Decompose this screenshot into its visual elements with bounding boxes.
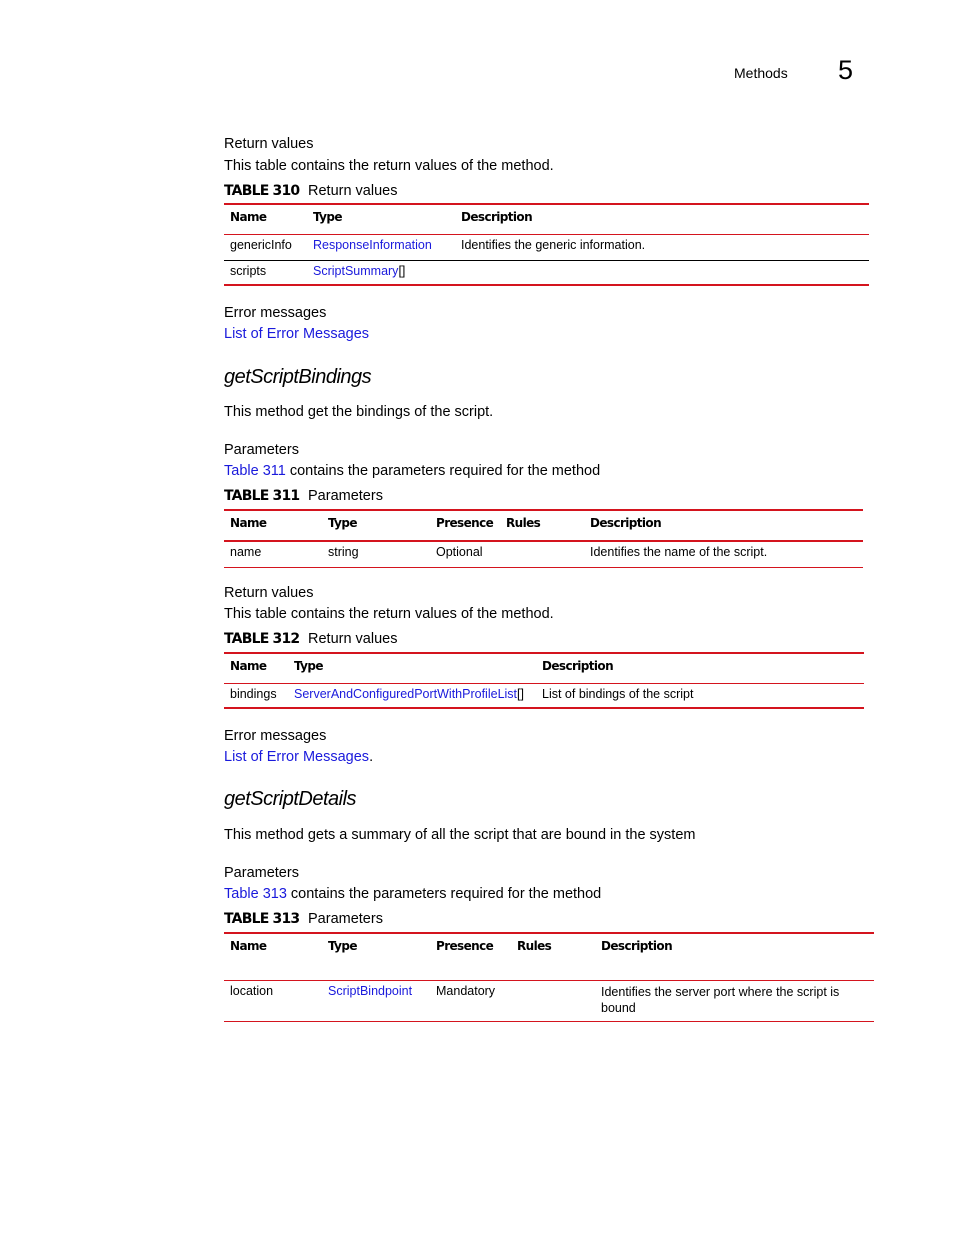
parameters-table-313	[224, 932, 874, 1022]
parameters-intro	[224, 463, 600, 479]
method-description: This method gets a summary of all the script that are bound in the system	[224, 827, 696, 843]
parameters-intro-text: contains the parameters required for the method	[286, 886, 602, 902]
running-header-section: Methods	[734, 65, 788, 81]
type-link[interactable]: ResponseInformation	[313, 237, 432, 252]
column-header: Type	[322, 510, 430, 541]
column-header: Presence	[430, 510, 500, 541]
return-values-heading: Return values	[224, 585, 314, 601]
error-messages-heading: Error messages	[224, 728, 327, 744]
table-title: Return values	[308, 183, 398, 199]
type-suffix: []	[398, 263, 406, 278]
column-header: Type	[307, 204, 455, 234]
method-title-getscriptdetails: getScriptDetails	[224, 788, 357, 810]
cell-type	[288, 683, 536, 708]
table-caption	[224, 631, 397, 647]
chapter-number: 5	[838, 55, 854, 85]
table-number: TABLE 311	[224, 488, 300, 504]
column-header: Description	[584, 510, 863, 541]
table-header-row	[224, 510, 863, 541]
column-header: Name	[224, 204, 307, 234]
return-values-description: This table contains the return values of the method.	[224, 606, 554, 622]
error-messages-suffix: .	[369, 749, 374, 765]
error-messages-heading: Error messages	[224, 305, 327, 321]
cell-type	[322, 980, 430, 1021]
table-row	[224, 234, 869, 260]
type-link[interactable]: ScriptBindpoint	[328, 983, 413, 998]
cell-rules	[500, 541, 584, 567]
cell-name: genericInfo	[230, 237, 292, 252]
table-header-row	[224, 933, 874, 980]
column-header: Rules	[511, 933, 595, 980]
type-link[interactable]: ScriptSummary	[313, 263, 399, 278]
cell-presence: Mandatory	[436, 983, 496, 998]
table-row	[224, 980, 874, 1021]
cell-type	[307, 234, 455, 260]
table-row	[224, 260, 869, 285]
method-description: This method get the bindings of the script.	[224, 404, 494, 420]
column-header: Type	[322, 933, 430, 980]
table-row	[224, 541, 863, 567]
cell-name: location	[230, 983, 274, 998]
return-values-heading: Return values	[224, 136, 314, 152]
cell-rules	[511, 980, 595, 1021]
column-header: Name	[224, 653, 288, 683]
column-header: Description	[455, 204, 869, 234]
cell-description: Identifies the generic information.	[461, 237, 646, 252]
cell-description: List of bindings of the script	[542, 686, 694, 701]
cell-name: scripts	[230, 263, 267, 278]
parameters-table-311	[224, 509, 863, 568]
table-header-row	[224, 653, 864, 683]
table-reference-link[interactable]: Table 313	[224, 886, 287, 902]
parameters-intro-text: contains the parameters required for the method	[285, 463, 601, 479]
cell-type: string	[328, 545, 359, 559]
table-header-row	[224, 204, 869, 234]
table-reference-link[interactable]: Table 311	[224, 463, 286, 479]
type-suffix: []	[517, 686, 524, 701]
column-header: Description	[536, 653, 864, 683]
table-number: TABLE 312	[224, 631, 300, 647]
column-header: Name	[224, 933, 322, 980]
table-title: Parameters	[308, 911, 383, 927]
error-messages-link[interactable]: List of Error Messages	[224, 749, 370, 765]
return-values-table-312	[224, 652, 864, 709]
table-row	[224, 683, 864, 708]
table-caption	[224, 488, 383, 504]
table-number: TABLE 313	[224, 911, 300, 927]
cell-description: Identifies the name of the script.	[590, 545, 768, 559]
cell-type	[307, 260, 455, 285]
error-messages-line	[224, 749, 373, 765]
cell-name: name	[230, 545, 262, 559]
column-header: Name	[224, 510, 322, 541]
parameters-heading: Parameters	[224, 442, 299, 458]
table-caption	[224, 183, 397, 199]
table-caption	[224, 911, 383, 927]
cell-description	[455, 260, 869, 285]
column-header: Presence	[430, 933, 511, 980]
cell-presence: Optional	[436, 545, 483, 559]
column-header: Type	[288, 653, 536, 683]
method-title-getscriptbindings: getScriptBindings	[224, 366, 372, 388]
error-messages-link[interactable]: List of Error Messages	[224, 326, 370, 342]
cell-description: Identifies the server port where the script is bound	[601, 984, 840, 1015]
parameters-intro	[224, 886, 601, 902]
parameters-heading: Parameters	[224, 865, 299, 881]
column-header: Rules	[500, 510, 584, 541]
table-number: TABLE 310	[224, 183, 300, 199]
return-values-table-310	[224, 203, 869, 286]
table-title: Return values	[308, 631, 398, 647]
cell-name: bindings	[230, 686, 277, 701]
type-link[interactable]: ServerAndConfiguredPortWithProfileList	[294, 686, 518, 701]
column-header: Description	[595, 933, 874, 980]
table-title: Parameters	[308, 488, 383, 504]
return-values-description: This table contains the return values of the method.	[224, 158, 554, 174]
